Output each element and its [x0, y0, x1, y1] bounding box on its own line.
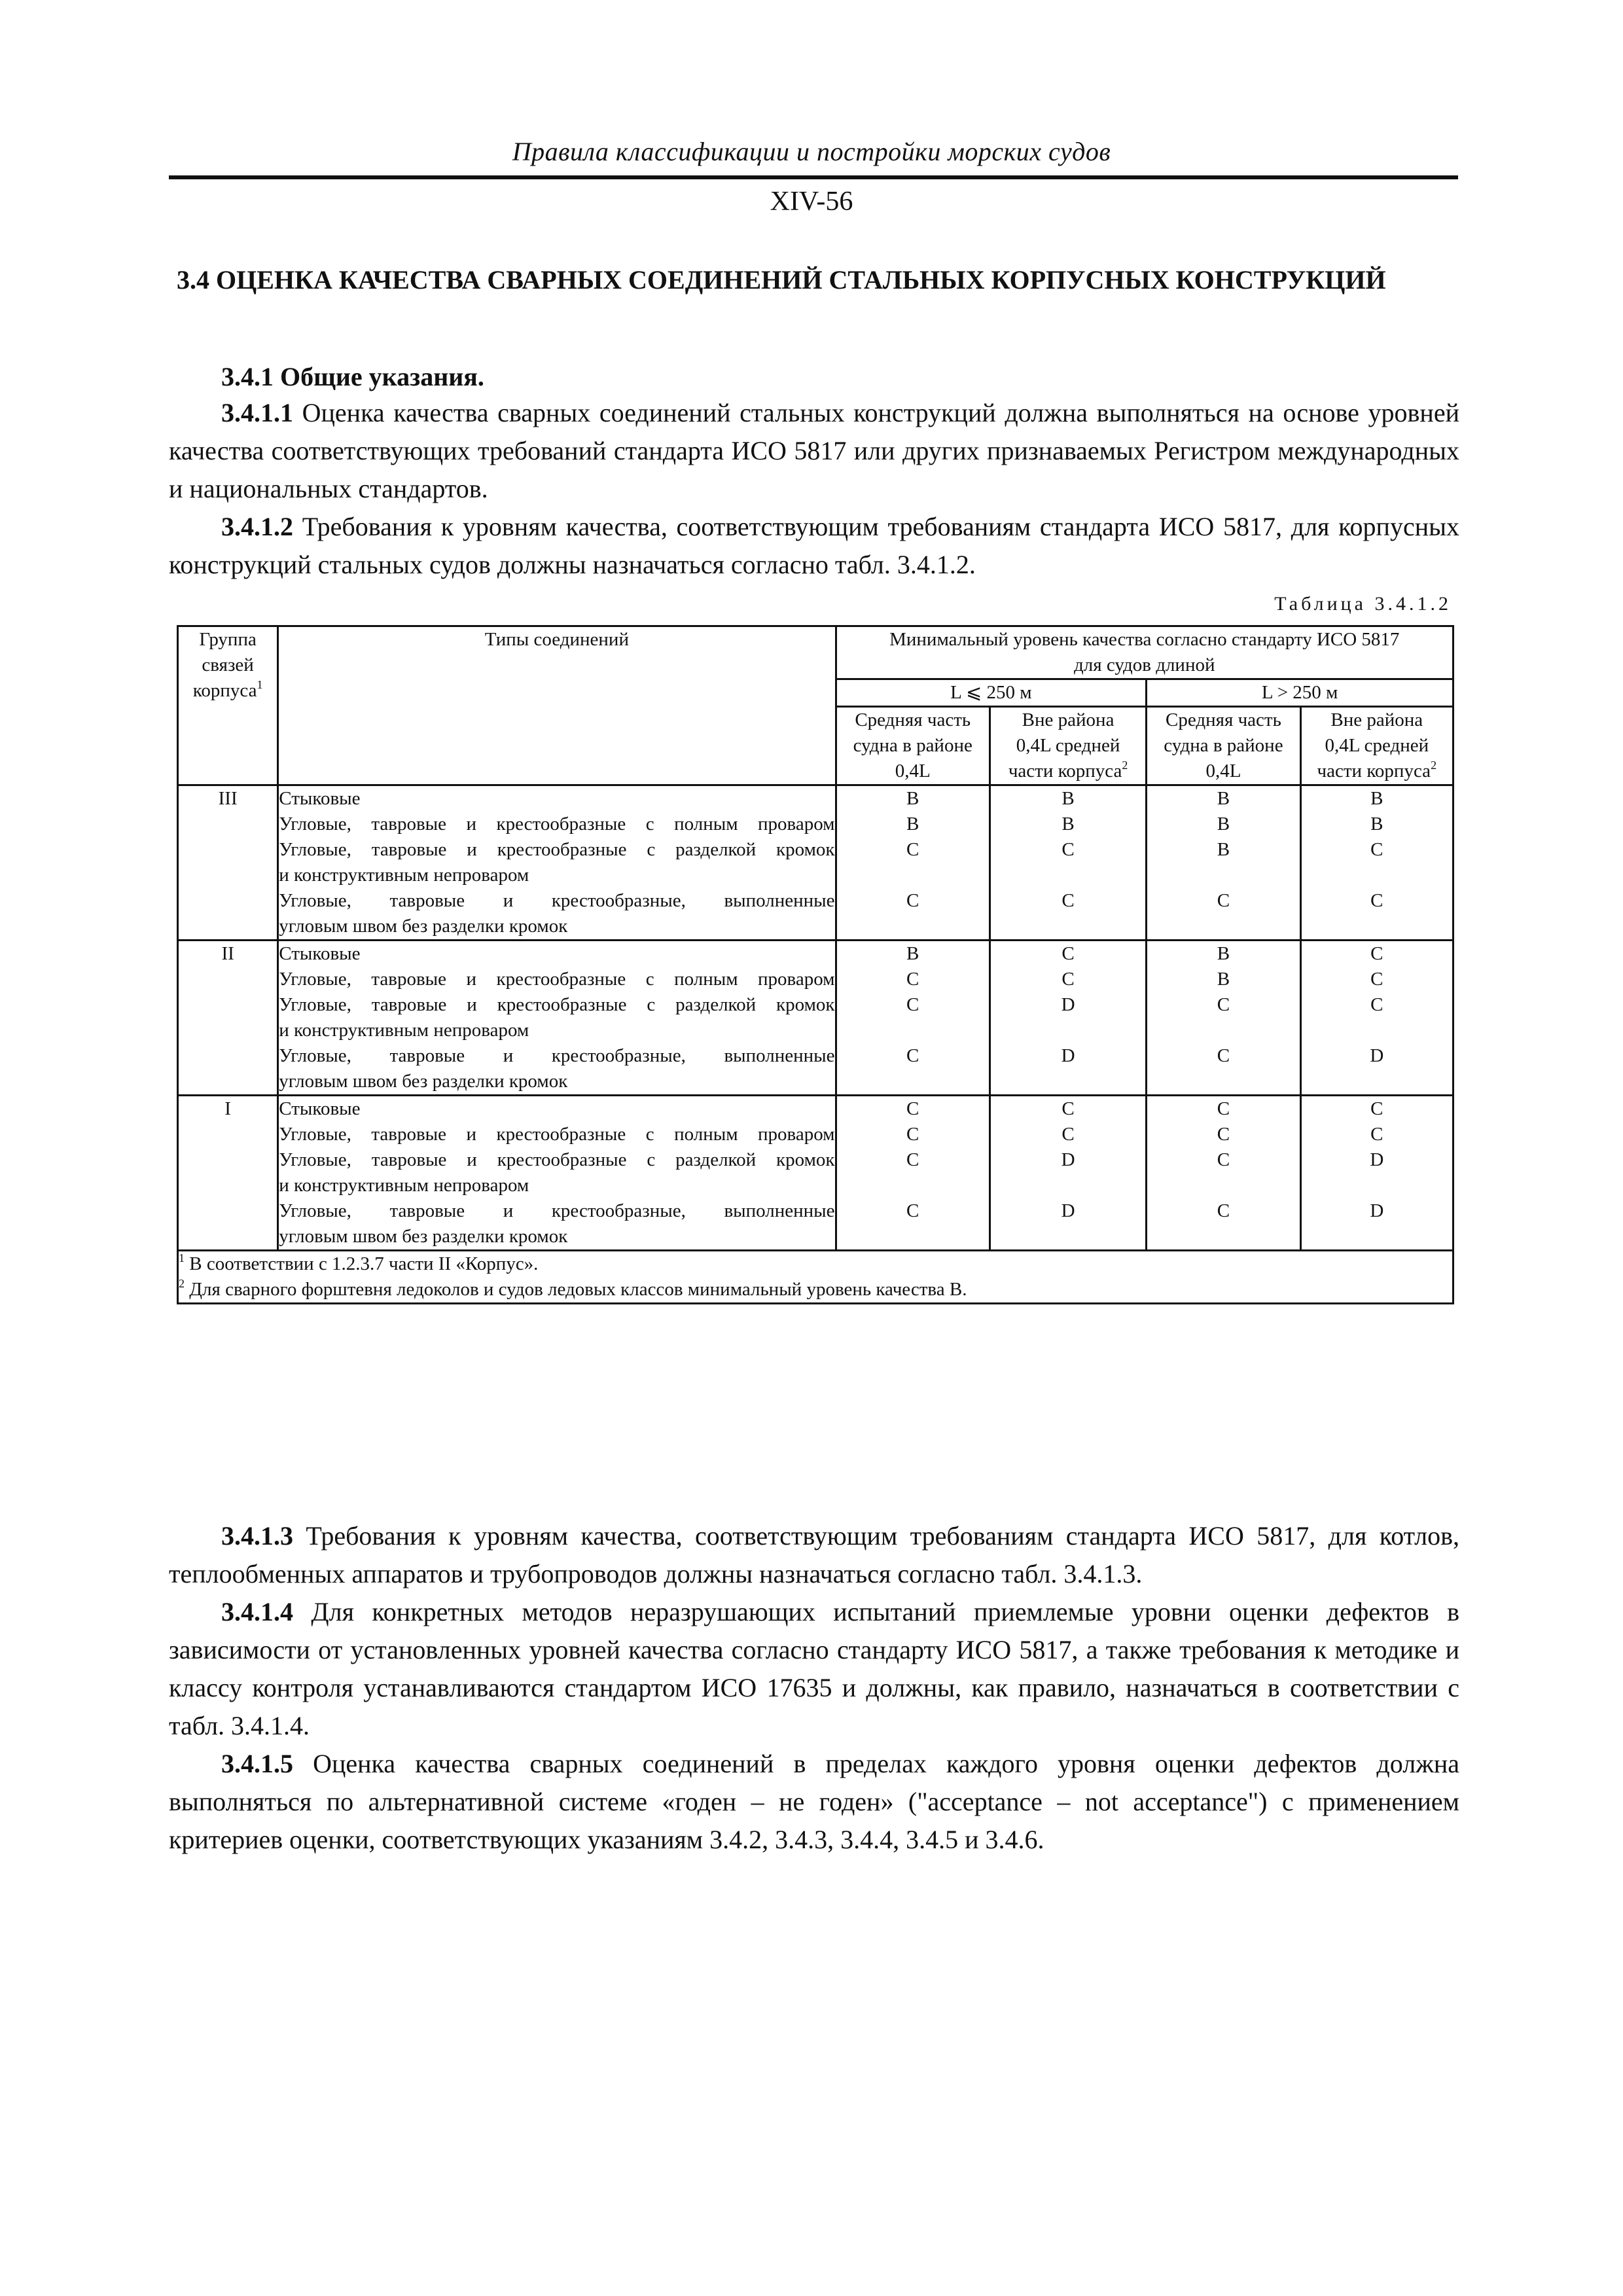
footnotes-cell	[178, 1251, 1454, 1304]
footnote-ref: 1	[257, 677, 263, 691]
paragraph-3-4-1-3: 3.4.1.3 Требования к уровням качества, соответствующим требованиям стандарта ИСО 5817, для котлов, теплообменных аппаратов и трубопроводов должны назначаться согласно табл. 3.4.1.3.	[169, 1521, 1459, 1588]
col-midship-gt: Средняя часть судна в районе 0,4L	[1147, 707, 1300, 785]
value-cell: B B C C	[1147, 941, 1300, 1096]
value-cell: B B C C	[836, 785, 990, 941]
types-cell: Стыковые Угловые, тавровые и крестообразные с полным проваром Угловые, тавровые и крестообразные с разделкой кромок и конструктивным непроваром Угловые, тавровые и крестообразные, выполненные угловым швом без разделки кромок	[278, 1096, 836, 1251]
value-cell: C C C C	[1147, 1096, 1300, 1251]
value-cell: B B C C	[990, 785, 1146, 941]
value-cell: C C D D	[990, 1096, 1146, 1251]
subsection-heading: 3.4.1 Общие указания.	[221, 362, 484, 391]
col-outside-le: Вне района 0,4L средней части корпуса$^2$	[990, 707, 1146, 785]
table-row	[178, 1096, 1454, 1251]
footnotes-row	[178, 1251, 1454, 1304]
group-header	[178, 626, 278, 785]
min-level-header: Минимальный уровень качества согласно стандарту ИСО 5817 для судов длиной	[836, 626, 1453, 679]
value-cell: C C C C	[836, 1096, 990, 1251]
quality-levels-table	[177, 625, 1454, 1304]
group-cell: III	[178, 785, 278, 941]
value-cell: C C C D	[1300, 941, 1453, 1096]
paragraph-3-4-1-1: 3.4.1.1 Оценка качества сварных соединений стальных конструкций должна выполняться на основе уровней качества соответствующих требований стандарта ИСО 5817 или других признаваемых Регистром международных и национальных стандартов.	[169, 398, 1459, 503]
footnote-1: $^1$ В соответствии с 1.2.3.7 части II «Корпус».	[179, 1251, 539, 1274]
types-cell: Стыковые Угловые, тавровые и крестообразные с полным проваром Угловые, тавровые и крестообразные с разделкой кромок и конструктивным непроваром Угловые, тавровые и крестообразные, выполненные угловым швом без разделки кромок	[278, 941, 836, 1096]
group-header-line: корпуса	[192, 680, 257, 701]
group-cell: II	[178, 941, 278, 1096]
header-rule	[169, 175, 1458, 179]
value-cell: B B C C	[1300, 785, 1453, 941]
paragraph-3-4-1-2: 3.4.1.2 Требования к уровням качества, соответствующим требованиям стандарта ИСО 5817, для корпусных конструкций стальных судов должны назначаться согласно табл. 3.4.1.2.	[169, 512, 1459, 579]
table-row	[178, 941, 1454, 1096]
value-cell: C C D D	[1300, 1096, 1453, 1251]
footnote-ref: 2	[1431, 758, 1437, 772]
value-cell: C C D D	[990, 941, 1146, 1096]
length-le-250-header: L ⩽ 250 м	[836, 679, 1147, 707]
footnote-ref: 2	[1122, 758, 1128, 772]
col-outside-gt: Вне района 0,4L средней части корпуса$^2$	[1300, 707, 1453, 785]
types-cell: Стыковые Угловые, тавровые и крестообразные с полным проваром Угловые, тавровые и крестообразные с разделкой кромок и конструктивным непроваром Угловые, тавровые и крестообразные, выполненные угловым швом без разделки кромок	[278, 785, 836, 941]
section-title: 3.4 ОЦЕНКА КАЧЕСТВА СВАРНЫХ СОЕДИНЕНИЙ СТАЛЬНЫХ КОРПУСНЫХ КОНСТРУКЦИЙ	[177, 265, 1386, 295]
group-cell: I	[178, 1096, 278, 1251]
page-number: XIV-56	[770, 187, 853, 217]
group-header-line: связей	[202, 655, 254, 675]
paragraph-3-4-1-5: 3.4.1.5 Оценка качества сварных соединений в пределах каждого уровня оценки дефектов должна выполняться по альтернативной системе «годен – не годен» ("acceptance – not acceptance") с применением критериев оценки, соответствующих указаниям 3.4.2, 3.4.3, 3.4.4, 3.4.5 и 3.4.6.	[169, 1749, 1459, 1854]
table-caption: Таблица 3.4.1.2	[1274, 593, 1452, 615]
length-gt-250-header: L > 250 м	[1147, 679, 1454, 707]
group-header-line: Группа	[199, 629, 257, 650]
table-row	[178, 785, 1454, 941]
running-header-title: Правила классификации и постройки морских судов	[512, 137, 1111, 166]
col-midship-le: Средняя часть судна в районе 0,4L	[836, 707, 990, 785]
value-cell: B B B C	[1147, 785, 1300, 941]
types-header: Типы соединений	[278, 626, 836, 785]
value-cell: B C C C	[836, 941, 990, 1096]
paragraph-3-4-1-4: 3.4.1.4 Для конкретных методов неразрушающих испытаний приемлемые уровни оценки дефектов в зависимости от установленных уровней качества согласно стандарту ИСО 5817, а также требования к методике и классу контроля устанавливаются стандартом ИСО 17635 и должны, как правило, назначаться в соответствии с табл. 3.4.1.4.	[169, 1597, 1459, 1740]
footnote-2: $^2$ Для сварного форштевня ледоколов и судов ледовых классов минимальный уровень качества В.	[179, 1276, 967, 1300]
